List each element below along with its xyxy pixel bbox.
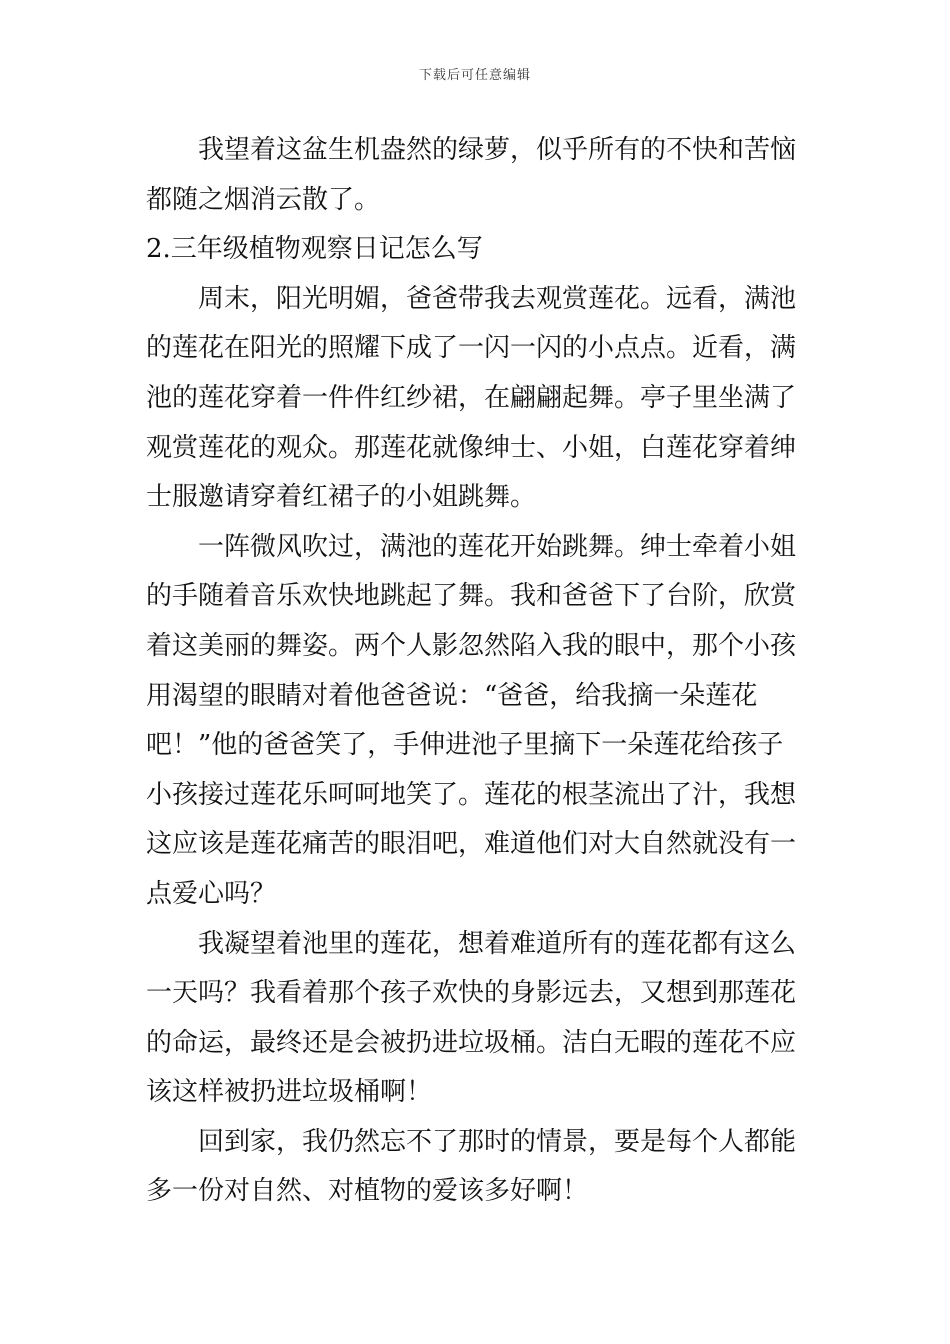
text-line: 吧！”他的爸爸笑了，手伸进池子里摘下一朵莲花给孩子 — [146, 730, 784, 761]
text-line: 士服邀请穿着红裙子的小姐跳舞。 — [146, 482, 537, 513]
text-line: 多一份对自然、对植物的爱该多好啊！ — [146, 1176, 589, 1207]
text-line: 都随之烟消云散了。 — [146, 184, 381, 215]
text-line: 一阵微风吹过，满池的莲花开始跳舞。绅士牵着小姐 — [198, 531, 797, 562]
text-line: 小孩接过莲花乐呵呵地笑了。莲花的根茎流出了汁，我想 — [146, 779, 797, 810]
section-heading: 2.三年级植物观察日记怎么写 — [146, 234, 483, 265]
document-body — [146, 126, 808, 1217]
text-line: 的命运，最终还是会被扔进垃圾桶。洁白无暇的莲花不应 — [146, 1027, 797, 1058]
text-line: 该这样被扔进垃圾桶啊！ — [146, 1077, 433, 1108]
text-line: 池的莲花穿着一件件红纱裙，在翩翩起舞。亭子里坐满了 — [146, 382, 797, 413]
text-line: 用渴望的眼睛对着他爸爸说：“爸爸，给我摘一朵莲花 — [146, 680, 758, 711]
text-line: 我望着这盆生机盎然的绿萝，似乎所有的不快和苦恼 — [198, 135, 797, 165]
page-header: 下载后可任意编辑 — [418, 68, 531, 83]
text-line: 观赏莲花的观众。那莲花就像绅士、小姐，白莲花穿着绅 — [146, 432, 797, 463]
text-line: 的莲花在阳光的照耀下成了一闪一闪的小点点。近看，满 — [146, 333, 797, 364]
text-line: 周末，阳光明媚，爸爸带我去观赏莲花。远看，满池 — [198, 283, 797, 314]
text-line: 着这美丽的舞姿。两个人影忽然陷入我的眼中，那个小孩 — [146, 630, 797, 661]
text-line: 点爱心吗？ — [146, 878, 277, 909]
text-line: 一天吗？我看着那个孩子欢快的身影远去，又想到那莲花 — [146, 978, 797, 1009]
text-line: 的手随着音乐欢快地跳起了舞。我和爸爸下了台阶，欣赏 — [146, 581, 797, 612]
text-line: 我凝望着池里的莲花，想着难道所有的莲花都有这么 — [198, 928, 797, 959]
text-line: 这应该是莲花痛苦的眼泪吧，难道他们对大自然就没有一 — [146, 829, 797, 860]
text-line: 回到家，我仍然忘不了那时的情景，要是每个人都能 — [198, 1126, 797, 1157]
